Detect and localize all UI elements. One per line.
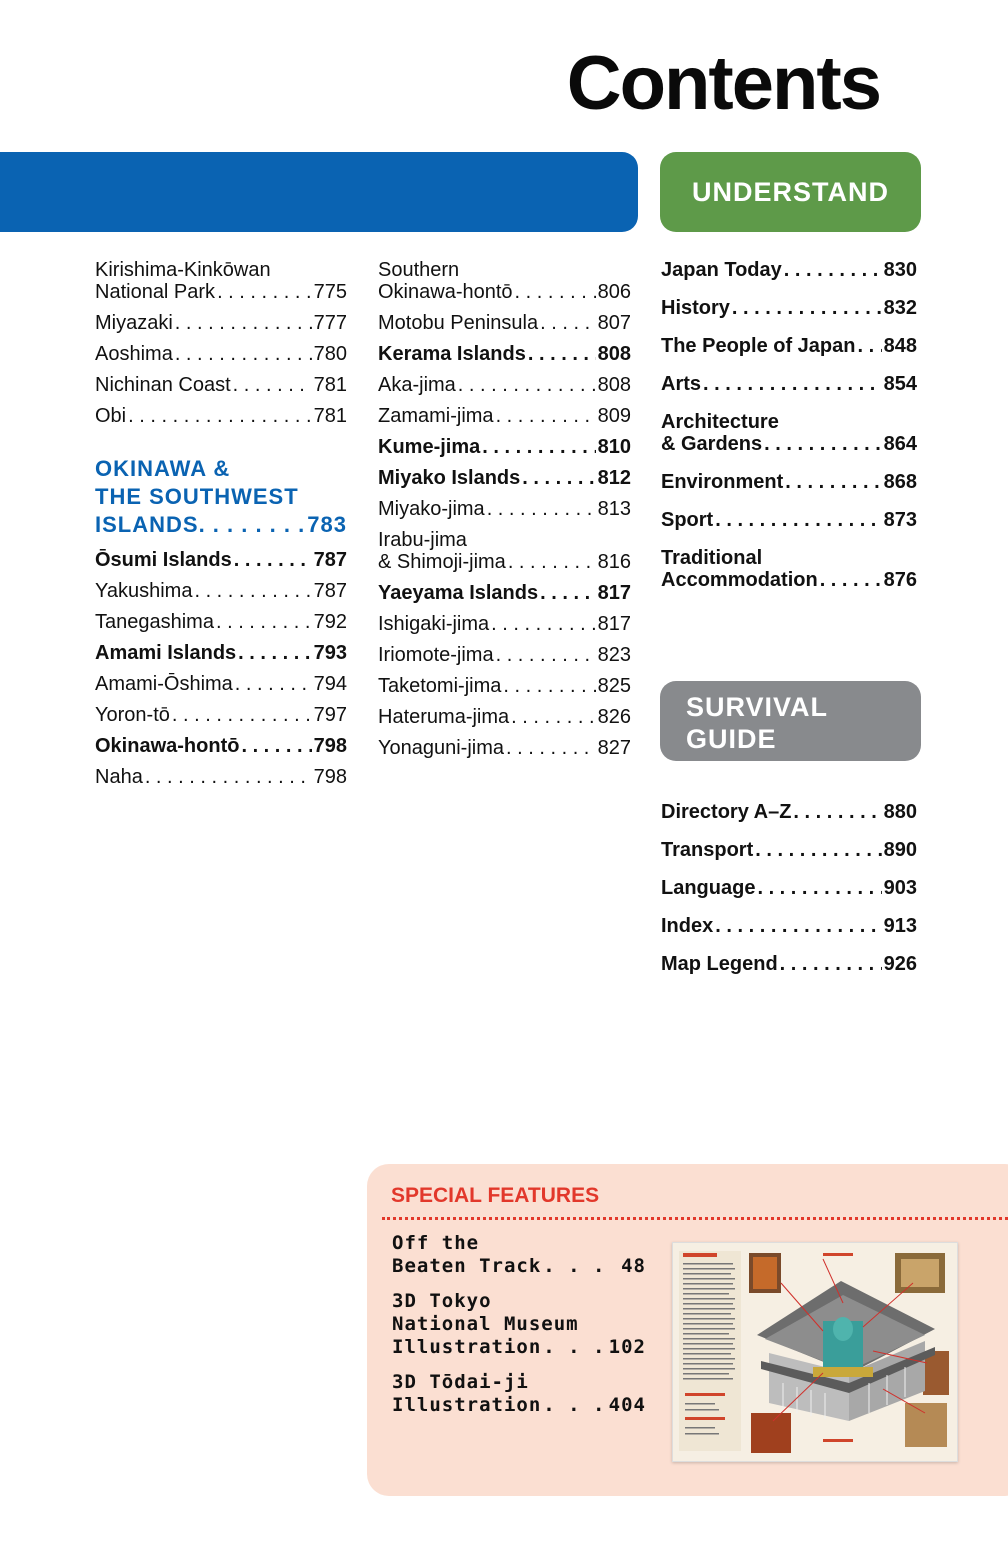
entry-page-number: 808 bbox=[597, 374, 631, 396]
entry-label: History . . . bbox=[661, 297, 882, 319]
temple-illustration-icon bbox=[673, 1243, 957, 1461]
entry-label: Yonaguni-jima . . . bbox=[378, 737, 596, 759]
special-features-divider bbox=[382, 1217, 1008, 1220]
entry-label: The People of Japan . . . bbox=[661, 335, 882, 357]
special-feature-entry[interactable] bbox=[392, 1371, 646, 1417]
toc-entry[interactable] bbox=[378, 436, 631, 458]
entry-page-number: 864 bbox=[883, 433, 917, 455]
survival-entry[interactable] bbox=[661, 801, 917, 823]
special-feature-entry[interactable] bbox=[392, 1232, 646, 1278]
toc-column-1 bbox=[95, 259, 347, 797]
special-feature-entry[interactable] bbox=[392, 1290, 646, 1359]
entry-page-number: 876 bbox=[883, 569, 917, 591]
entry-label: Amami-Ōshima . . . bbox=[95, 673, 312, 695]
entry-label: Aka-jima . . . bbox=[378, 374, 596, 396]
entry-page-number: 794 bbox=[313, 673, 347, 695]
entry-page-number: 832 bbox=[883, 297, 917, 319]
toc-entry[interactable] bbox=[378, 644, 631, 666]
entry-label: Directory A–Z . . . bbox=[661, 801, 882, 823]
region-heading-label: OKINAWA & THE SOUTHWEST ISLANDS . . . bbox=[95, 455, 305, 539]
entry-page-number: 809 bbox=[597, 405, 631, 427]
toc-entry[interactable] bbox=[378, 467, 631, 489]
understand-list bbox=[661, 259, 917, 607]
entry-label: Traditional Accommodation . . . bbox=[661, 547, 882, 591]
special-features-list bbox=[392, 1232, 646, 1429]
understand-entry[interactable] bbox=[661, 509, 917, 531]
entry-page-number: 48 bbox=[621, 1255, 646, 1277]
entry-page-number: 808 bbox=[597, 343, 631, 365]
toc-entry[interactable] bbox=[378, 582, 631, 604]
toc-entry[interactable] bbox=[95, 735, 347, 757]
entry-page-number: 873 bbox=[883, 509, 917, 531]
understand-entry[interactable] bbox=[661, 335, 917, 357]
tab-survival-label: SURVIVAL GUIDE bbox=[686, 692, 829, 754]
entry-label: Language . . . bbox=[661, 877, 882, 899]
understand-entry[interactable] bbox=[661, 373, 917, 395]
entry-label: Zamami-jima . . . bbox=[378, 405, 596, 427]
toc-entry[interactable] bbox=[95, 766, 347, 788]
entry-page-number: 848 bbox=[883, 335, 917, 357]
toc-entry[interactable] bbox=[378, 675, 631, 697]
entry-label: Off the Beaten Track . . . bbox=[392, 1232, 619, 1278]
entry-page-number: 812 bbox=[597, 467, 631, 489]
understand-entry[interactable] bbox=[661, 471, 917, 493]
entry-page-number: 827 bbox=[597, 737, 631, 759]
entry-label: Yaeyama Islands . . . bbox=[378, 582, 596, 604]
entry-page-number: 880 bbox=[883, 801, 917, 823]
page-title: Contents bbox=[566, 41, 880, 126]
entry-page-number: 903 bbox=[883, 877, 917, 899]
understand-entry[interactable] bbox=[661, 259, 917, 281]
toc-entry[interactable] bbox=[95, 343, 347, 365]
entry-label: Taketomi-jima . . . bbox=[378, 675, 596, 697]
entry-label: Japan Today . . . bbox=[661, 259, 882, 281]
toc-entry[interactable] bbox=[378, 343, 631, 365]
entry-label: Yoron-tō . . . bbox=[95, 704, 312, 726]
toc-entry[interactable] bbox=[95, 374, 347, 396]
entry-page-number: 780 bbox=[313, 343, 347, 365]
tab-survival-guide[interactable] bbox=[660, 681, 921, 761]
entry-page-number: 775 bbox=[313, 281, 347, 303]
entry-page-number: 817 bbox=[597, 613, 631, 635]
entry-label: Motobu Peninsula . . . bbox=[378, 312, 596, 334]
toc-entry[interactable] bbox=[95, 611, 347, 633]
entry-label: Aoshima . . . bbox=[95, 343, 312, 365]
toc-entry[interactable] bbox=[95, 642, 347, 664]
entry-label: Index . . . bbox=[661, 915, 882, 937]
entry-label: Yakushima . . . bbox=[95, 580, 312, 602]
toc-entry[interactable] bbox=[95, 580, 347, 602]
entry-label: Miyako Islands . . . bbox=[378, 467, 596, 489]
entry-page-number: 781 bbox=[313, 405, 347, 427]
entry-page-number: 798 bbox=[313, 766, 347, 788]
entry-page-number: 102 bbox=[608, 1336, 646, 1358]
entry-label: Kume-jima . . . bbox=[378, 436, 596, 458]
entry-page-number: 792 bbox=[313, 611, 347, 633]
entry-page-number: 810 bbox=[597, 436, 631, 458]
understand-entry[interactable] bbox=[661, 411, 917, 455]
entry-label: Obi . . . bbox=[95, 405, 312, 427]
entry-label: Miyazaki . . . bbox=[95, 312, 312, 334]
entry-page-number: 854 bbox=[883, 373, 917, 395]
toc-entry[interactable] bbox=[378, 312, 631, 334]
entry-page-number: 816 bbox=[597, 551, 631, 573]
entry-page-number: 797 bbox=[313, 704, 347, 726]
toc-entry[interactable] bbox=[95, 405, 347, 427]
entry-label: Southern Okinawa-hontō . . . bbox=[378, 259, 596, 303]
entry-page-number: 817 bbox=[597, 582, 631, 604]
entry-label: Nichinan Coast . . . bbox=[95, 374, 312, 396]
entry-page-number: 823 bbox=[597, 644, 631, 666]
entry-label: Ishigaki-jima . . . bbox=[378, 613, 596, 635]
entry-label: Arts . . . bbox=[661, 373, 882, 395]
entry-page-number: 777 bbox=[313, 312, 347, 334]
entry-label: Kirishima-Kinkōwan National Park . . . bbox=[95, 259, 312, 303]
toc-entry[interactable] bbox=[378, 737, 631, 759]
entry-page-number: 813 bbox=[597, 498, 631, 520]
entry-page-number: 798 bbox=[313, 735, 347, 757]
toc-list bbox=[95, 259, 347, 427]
survival-list bbox=[661, 801, 917, 991]
entry-label: Naha . . . bbox=[95, 766, 312, 788]
survival-entry[interactable] bbox=[661, 839, 917, 861]
entry-page-number: 793 bbox=[313, 642, 347, 664]
entry-page-number: 868 bbox=[883, 471, 917, 493]
entry-label: Irabu-jima & Shimoji-jima . . . bbox=[378, 529, 596, 573]
entry-page-number: 807 bbox=[597, 312, 631, 334]
toc-entry[interactable] bbox=[378, 259, 631, 303]
entry-page-number: 781 bbox=[313, 374, 347, 396]
entry-label: Iriomote-jima . . . bbox=[378, 644, 596, 666]
entry-label: Transport . . . bbox=[661, 839, 882, 861]
toc-entry[interactable] bbox=[378, 498, 631, 520]
toc-entry[interactable] bbox=[378, 374, 631, 396]
survival-entry[interactable] bbox=[661, 877, 917, 899]
toc-entry[interactable] bbox=[95, 704, 347, 726]
toc-entry[interactable] bbox=[95, 259, 347, 303]
entry-page-number: 806 bbox=[597, 281, 631, 303]
entry-label: Environment . . . bbox=[661, 471, 882, 493]
toc-entry[interactable] bbox=[95, 312, 347, 334]
entry-label: 3D Tōdai-ji Illustration . . . bbox=[392, 1371, 607, 1417]
special-features-title: SPECIAL FEATURES bbox=[391, 1184, 600, 1207]
region-heading-page: 783 bbox=[307, 512, 347, 537]
entry-page-number: 404 bbox=[608, 1394, 646, 1416]
toc-list bbox=[95, 549, 347, 788]
entry-label: 3D Tokyo National Museum Illustration . . . bbox=[392, 1290, 607, 1359]
toc-column-2 bbox=[378, 259, 631, 768]
entry-label: Okinawa-hontō . . . bbox=[95, 735, 312, 757]
entry-page-number: 825 bbox=[597, 675, 631, 697]
understand-entry[interactable] bbox=[661, 547, 917, 591]
survival-entry[interactable] bbox=[661, 953, 917, 975]
entry-page-number: 826 bbox=[597, 706, 631, 728]
entry-label: Ōsumi Islands . . . bbox=[95, 549, 312, 571]
toc-entry[interactable] bbox=[378, 405, 631, 427]
entry-page-number: 787 bbox=[313, 580, 347, 602]
toc-entry[interactable] bbox=[95, 673, 347, 695]
entry-label: Tanegashima . . . bbox=[95, 611, 312, 633]
toc-entry[interactable] bbox=[378, 613, 631, 635]
toc-list bbox=[378, 259, 631, 759]
tab-understand[interactable]: UNDERSTAND bbox=[660, 152, 921, 232]
todai-ji-illustration-thumbnail bbox=[672, 1242, 958, 1462]
entry-page-number: 926 bbox=[883, 953, 917, 975]
toc-region-heading[interactable] bbox=[95, 455, 347, 539]
entry-page-number: 830 bbox=[883, 259, 917, 281]
entry-label: Hateruma-jima . . . bbox=[378, 706, 596, 728]
entry-page-number: 890 bbox=[883, 839, 917, 861]
toc-entry[interactable] bbox=[95, 549, 347, 571]
understand-entry[interactable] bbox=[661, 297, 917, 319]
toc-entry[interactable] bbox=[378, 529, 631, 573]
entry-label: Architecture & Gardens . . . bbox=[661, 411, 882, 455]
entry-label: Kerama Islands . . . bbox=[378, 343, 596, 365]
entry-page-number: 913 bbox=[883, 915, 917, 937]
entry-label: Amami Islands . . . bbox=[95, 642, 312, 664]
survival-entry[interactable] bbox=[661, 915, 917, 937]
entry-label: Miyako-jima . . . bbox=[378, 498, 596, 520]
toc-entry[interactable] bbox=[378, 706, 631, 728]
entry-page-number: 787 bbox=[313, 549, 347, 571]
entry-label: Map Legend . . . bbox=[661, 953, 882, 975]
section-color-bar bbox=[0, 152, 638, 232]
entry-label: Sport . . . bbox=[661, 509, 882, 531]
